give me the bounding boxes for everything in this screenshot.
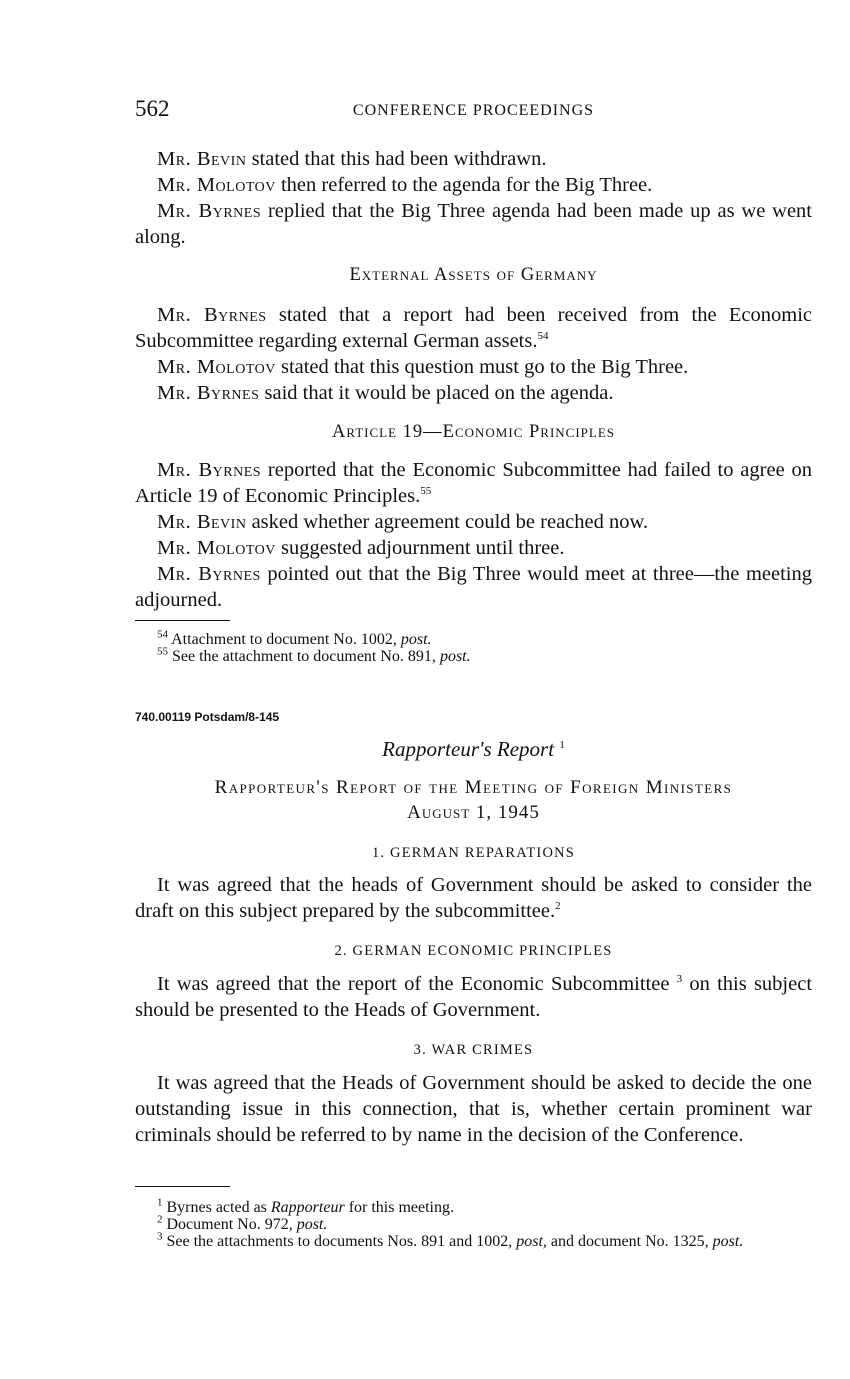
paragraph [135,302,812,354]
speaker-name: Mr. Byrnes [157,304,267,326]
footnote-post: post. [296,1216,328,1233]
paragraph-text: asked whether agreement could be reached now. [246,511,649,533]
footnote-text: Document No. 972, [162,1216,297,1233]
footnote-italic: Rapporteur [270,1199,345,1216]
footnote-post: post. [439,648,471,665]
footnotes-bottom [135,1186,812,1250]
speaker-name: Mr. Bevin [157,511,247,533]
footnote-ref: 3 [676,973,683,986]
footnote-rule [135,1186,230,1187]
running-head: CONFERENCE PROCEEDINGS [352,102,595,119]
paragraph [135,872,812,924]
footnote-text: Attachment to document No. 1002, [168,631,401,648]
paragraph [135,172,812,198]
footnote-rule [135,620,230,621]
paragraph-text: replied that the Big Three agenda had been made up as we went along. [135,200,813,248]
paragraph [135,971,812,1023]
speaker-name: Mr. Molotov [157,174,276,196]
footnote-55 [135,645,812,665]
paragraph-text: It was agreed that the heads of Government should be asked to consider the draft on this subject prepared by the subcommittee. [135,874,812,922]
footnote-54 [135,628,812,648]
speaker-name: Mr. Bevin [157,148,247,170]
paragraph-text: stated that this question must go to the Big Three. [275,356,689,378]
speaker-name: Mr. Byrnes [157,200,262,222]
paragraph [135,457,812,509]
section-heading-german-economic-principles: 2. GERMAN ECONOMIC PRINCIPLES [334,943,613,959]
footnote-ref: 54 [537,330,549,343]
speaker-name: Mr. Byrnes [157,563,261,585]
paragraph-text: reported that the Economic Subcommittee had failed to agree on Article 19 of Economic Principles. [135,459,813,507]
opening-paragraphs [135,146,812,250]
footnote-ref: 1 [559,739,565,751]
footnote-post: post, [516,1233,547,1250]
footnote-number: 55 [157,645,168,658]
footnote-1 [135,1196,812,1216]
file-code: 740.00119 Potsdam/8-145 [135,710,280,724]
section-heading-external-assets: External Assets of Germany [349,265,598,285]
section-heading-article-19: Article 19—Economic Principles [331,422,616,442]
paragraph-text: on this subject should be presented to the Heads of Government. [135,973,813,1021]
report-date: August 1, 1945 [407,802,540,823]
footnote-number: 1 [157,1196,163,1209]
paragraph [135,354,812,380]
speaker-name: Mr. Molotov [157,537,276,559]
speaker-name: Mr. Molotov [157,356,276,378]
footnote-ref: 2 [555,900,561,913]
page-number: 562 [135,96,170,121]
paragraph [135,509,812,535]
paragraph-text: suggested adjournment until three. [275,537,565,559]
section-heading-german-reparations: 1. GERMAN REPARATIONS [371,845,576,861]
footnote-text: See the attachments to documents Nos. 891 and 1002, [162,1233,517,1250]
report-title-text: Rapporteur's Report [382,737,555,761]
footnote-ref: 55 [420,485,432,498]
paragraph [135,146,812,172]
footnote-3 [135,1230,812,1250]
footnote-number: 2 [157,1213,163,1226]
paragraph [135,561,812,613]
paragraph-text: It was agreed that the report of the Economic Subcommittee [157,973,670,995]
paragraph [135,198,812,250]
paragraph-text: It was agreed that the Heads of Government should be asked to decide the one outstanding issue in this connection, that is, whether certain prominent war criminals should be referred to by name in the decision of the Conference. [135,1072,812,1146]
section-heading-war-crimes: 3. WAR CRIMES [413,1042,534,1058]
paragraph-text: said that it would be placed on the agenda. [259,382,614,404]
speaker-name: Mr. Byrnes [157,459,262,481]
footnote-2 [135,1213,812,1233]
paragraph-text: then referred to the agenda for the Big Three. [275,174,653,196]
footnote-text: and document No. 1325, [546,1233,713,1250]
footnote-post: post. [400,631,432,648]
footnotes-top [135,620,812,665]
paragraph-text: pointed out that the Big Three would meet at three—the meeting adjourned. [135,563,812,611]
footnote-number: 54 [157,628,168,641]
report-title [135,737,812,762]
speaker-name: Mr. Byrnes [157,382,260,404]
paragraph-text: stated that a report had been received from the Economic Subcommittee regarding external German assets. [135,304,812,352]
footnote-text: for this meeting. [344,1199,454,1216]
footnote-text: Byrnes acted as [162,1199,271,1216]
footnote-post: post. [712,1233,744,1250]
external-assets-paragraphs [135,302,812,406]
page-header [135,96,812,126]
paragraph [135,535,812,561]
paragraph-text: stated that this had been withdrawn. [246,148,547,170]
paragraph [135,380,812,406]
footnote-number: 3 [157,1230,163,1243]
article-19-paragraphs [135,457,812,613]
report-main-heading: Rapporteur's Report of the Meeting of Foreign Ministers [214,777,733,798]
footnote-text: See the attachment to document No. 891, [168,648,440,665]
paragraph [135,1070,812,1148]
